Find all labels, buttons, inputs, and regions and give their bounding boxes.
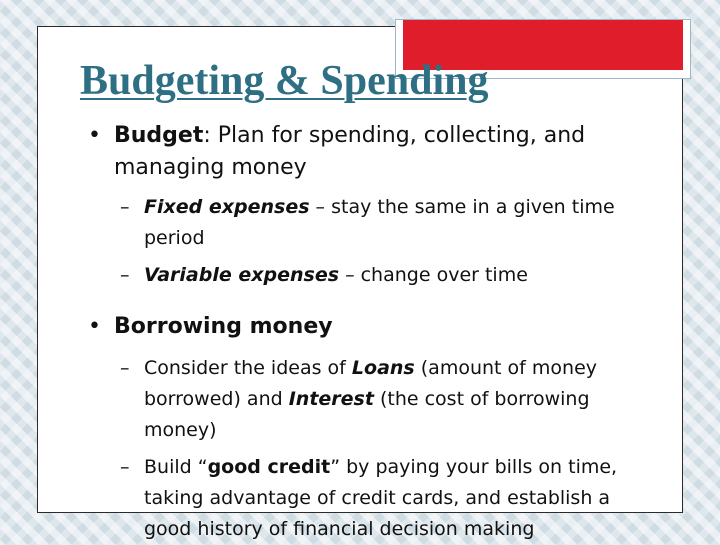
interest-term: Interest [288, 388, 374, 410]
sub-bullet-loans-interest [88, 353, 648, 446]
fixed-expenses-term: Fixed expenses [144, 196, 310, 218]
credit-intro: Build “ [144, 456, 208, 478]
sub-bullet-good-credit [88, 452, 648, 545]
good-credit-term: good credit [207, 456, 331, 478]
sub-bullet-marker: – [120, 264, 130, 286]
borrowing-money-text: Borrowing money [114, 314, 333, 339]
variable-expenses-term: Variable expenses [144, 264, 340, 286]
fixed-expenses-definition: – stay the same in a given time period [144, 196, 615, 249]
loans-mid: (amount of money borrowed) and [144, 357, 597, 410]
budget-definition: : Plan for spending, collecting, and managing money [114, 123, 586, 180]
sub-bullet-marker: – [120, 456, 130, 478]
slide-title: Budgeting & Spending [80, 58, 489, 104]
variable-expenses-definition: – change over time [339, 264, 528, 286]
loans-term: Loans [351, 357, 415, 379]
interest-definition: (the cost of borrowing money) [144, 388, 590, 441]
bullet-marker: • [88, 123, 101, 148]
slide-content [88, 120, 648, 545]
bullet-marker: • [88, 314, 101, 339]
sub-bullet-marker: – [120, 357, 130, 379]
sub-bullet-variable-expenses [88, 260, 648, 291]
budget-term: Budget [114, 123, 204, 148]
loans-intro: Consider the ideas of [144, 357, 352, 379]
bullet-budget [88, 120, 648, 184]
sub-bullet-marker: – [120, 196, 130, 218]
sub-bullet-fixed-expenses [88, 192, 648, 254]
bullet-borrowing-money [88, 311, 648, 343]
credit-definition: ” by paying your bills on time, taking advantage of credit cards, and establish a good history of financial decision making [144, 456, 618, 540]
